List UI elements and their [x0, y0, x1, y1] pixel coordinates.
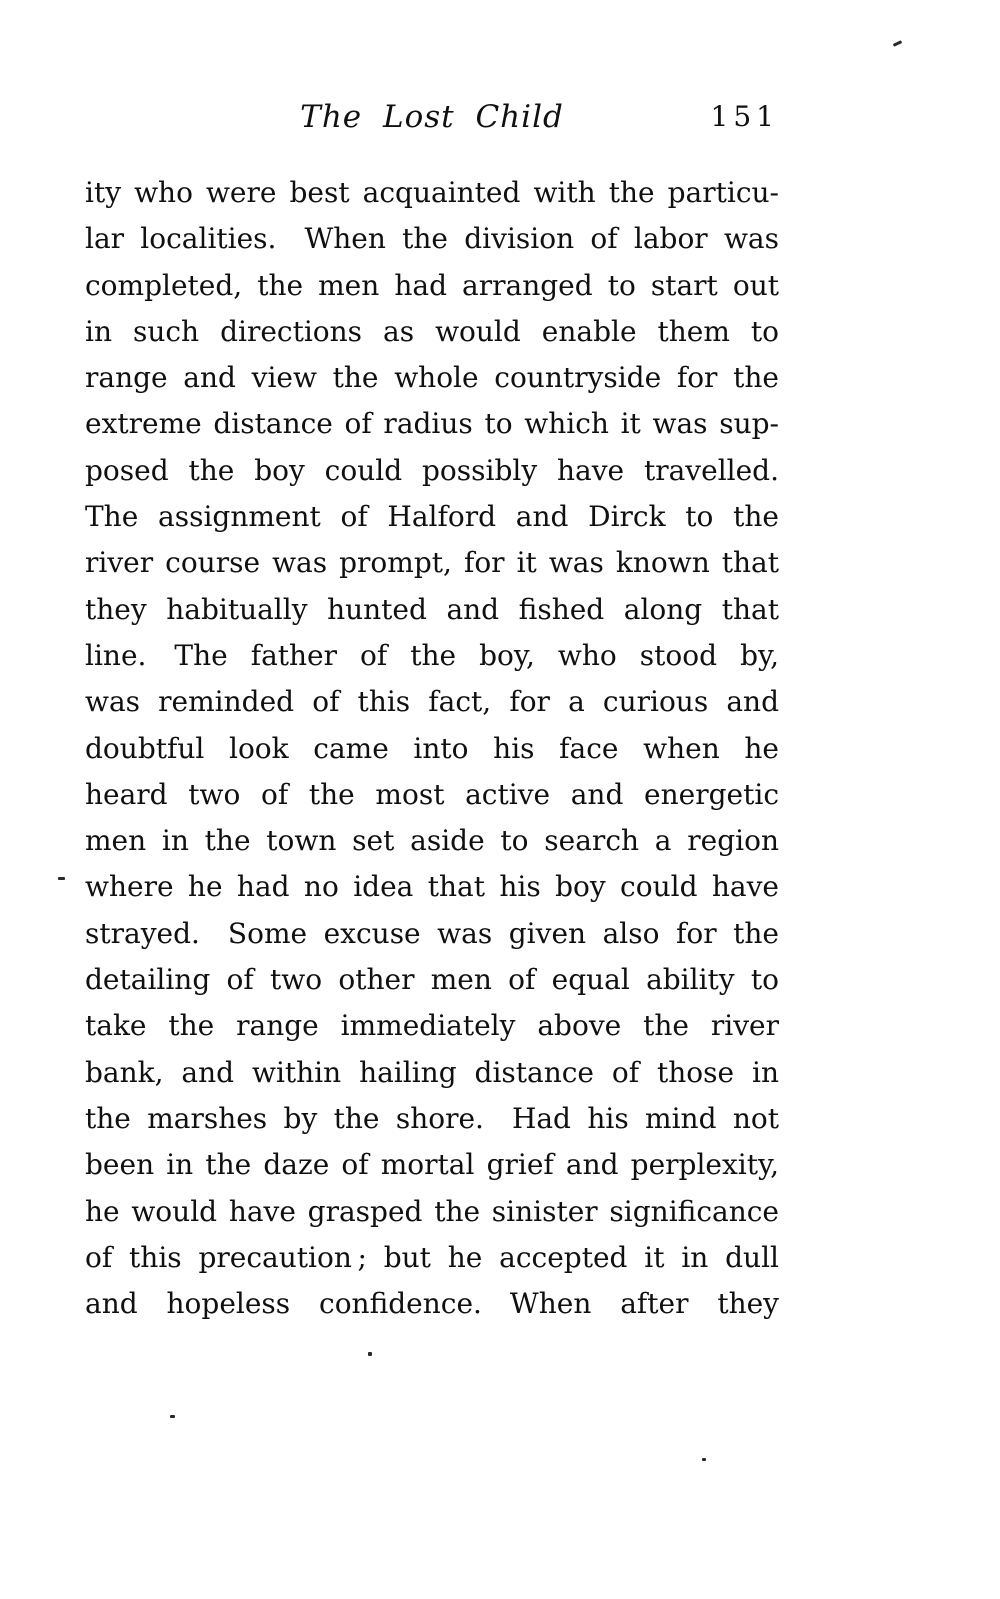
page-header — [85, 94, 779, 140]
text-line: line. The father of the boy, who stood by, — [85, 638, 779, 672]
text-line: doubtful look came into his face when he — [85, 731, 779, 765]
scan-speck — [893, 40, 902, 47]
text-line: the marshes by the shore. Had his mind not — [85, 1101, 779, 1135]
text-line: of this precaution ; but he accepted it in dull — [85, 1240, 779, 1274]
body-text — [85, 170, 779, 1327]
text-line: The assignment of Halford and Dirck to the — [85, 500, 779, 534]
text-line: lar localities. When the division of labor was — [85, 222, 779, 256]
running-title: The Lost Child — [300, 99, 564, 135]
text-line: completed, the men had arranged to start out — [85, 268, 779, 302]
text-line: been in the daze of mortal grief and perplexity, — [85, 1148, 779, 1182]
text-line: they habitually hunted and fished along that — [85, 592, 779, 626]
text-line: take the range immediately above the river — [85, 1009, 779, 1043]
scan-speck — [170, 1415, 175, 1418]
scan-speck — [368, 1352, 372, 1356]
text-line: ity who were best acquainted with the particu- — [85, 176, 779, 209]
text-line: and hopeless confidence. When after they — [85, 1287, 779, 1321]
text-line: strayed. Some excuse was given also for the — [85, 916, 779, 950]
text-line: was reminded of this fact, for a curious and — [85, 685, 779, 719]
scan-speck — [702, 1458, 706, 1461]
text-line: he would have grasped the sinister significance — [85, 1194, 779, 1228]
text-line: extreme distance of radius to which it was sup- — [85, 407, 779, 441]
text-line: posed the boy could possibly have travelled. — [85, 453, 779, 487]
text-line: where he had no idea that his boy could have — [85, 870, 779, 904]
text-line: range and view the whole countryside for the — [85, 361, 779, 395]
text-line: river course was prompt, for it was known that — [85, 546, 779, 580]
scan-speck — [58, 877, 65, 880]
text-line: heard two of the most active and energetic — [85, 777, 779, 811]
text-line: detailing of two other men of equal ability to — [85, 963, 779, 997]
page-number: 151 — [710, 100, 779, 133]
text-line: bank, and within hailing distance of those in — [85, 1055, 779, 1089]
text-line: men in the town set aside to search a region — [85, 824, 779, 858]
text-line: in such directions as would enable them to — [85, 314, 779, 348]
